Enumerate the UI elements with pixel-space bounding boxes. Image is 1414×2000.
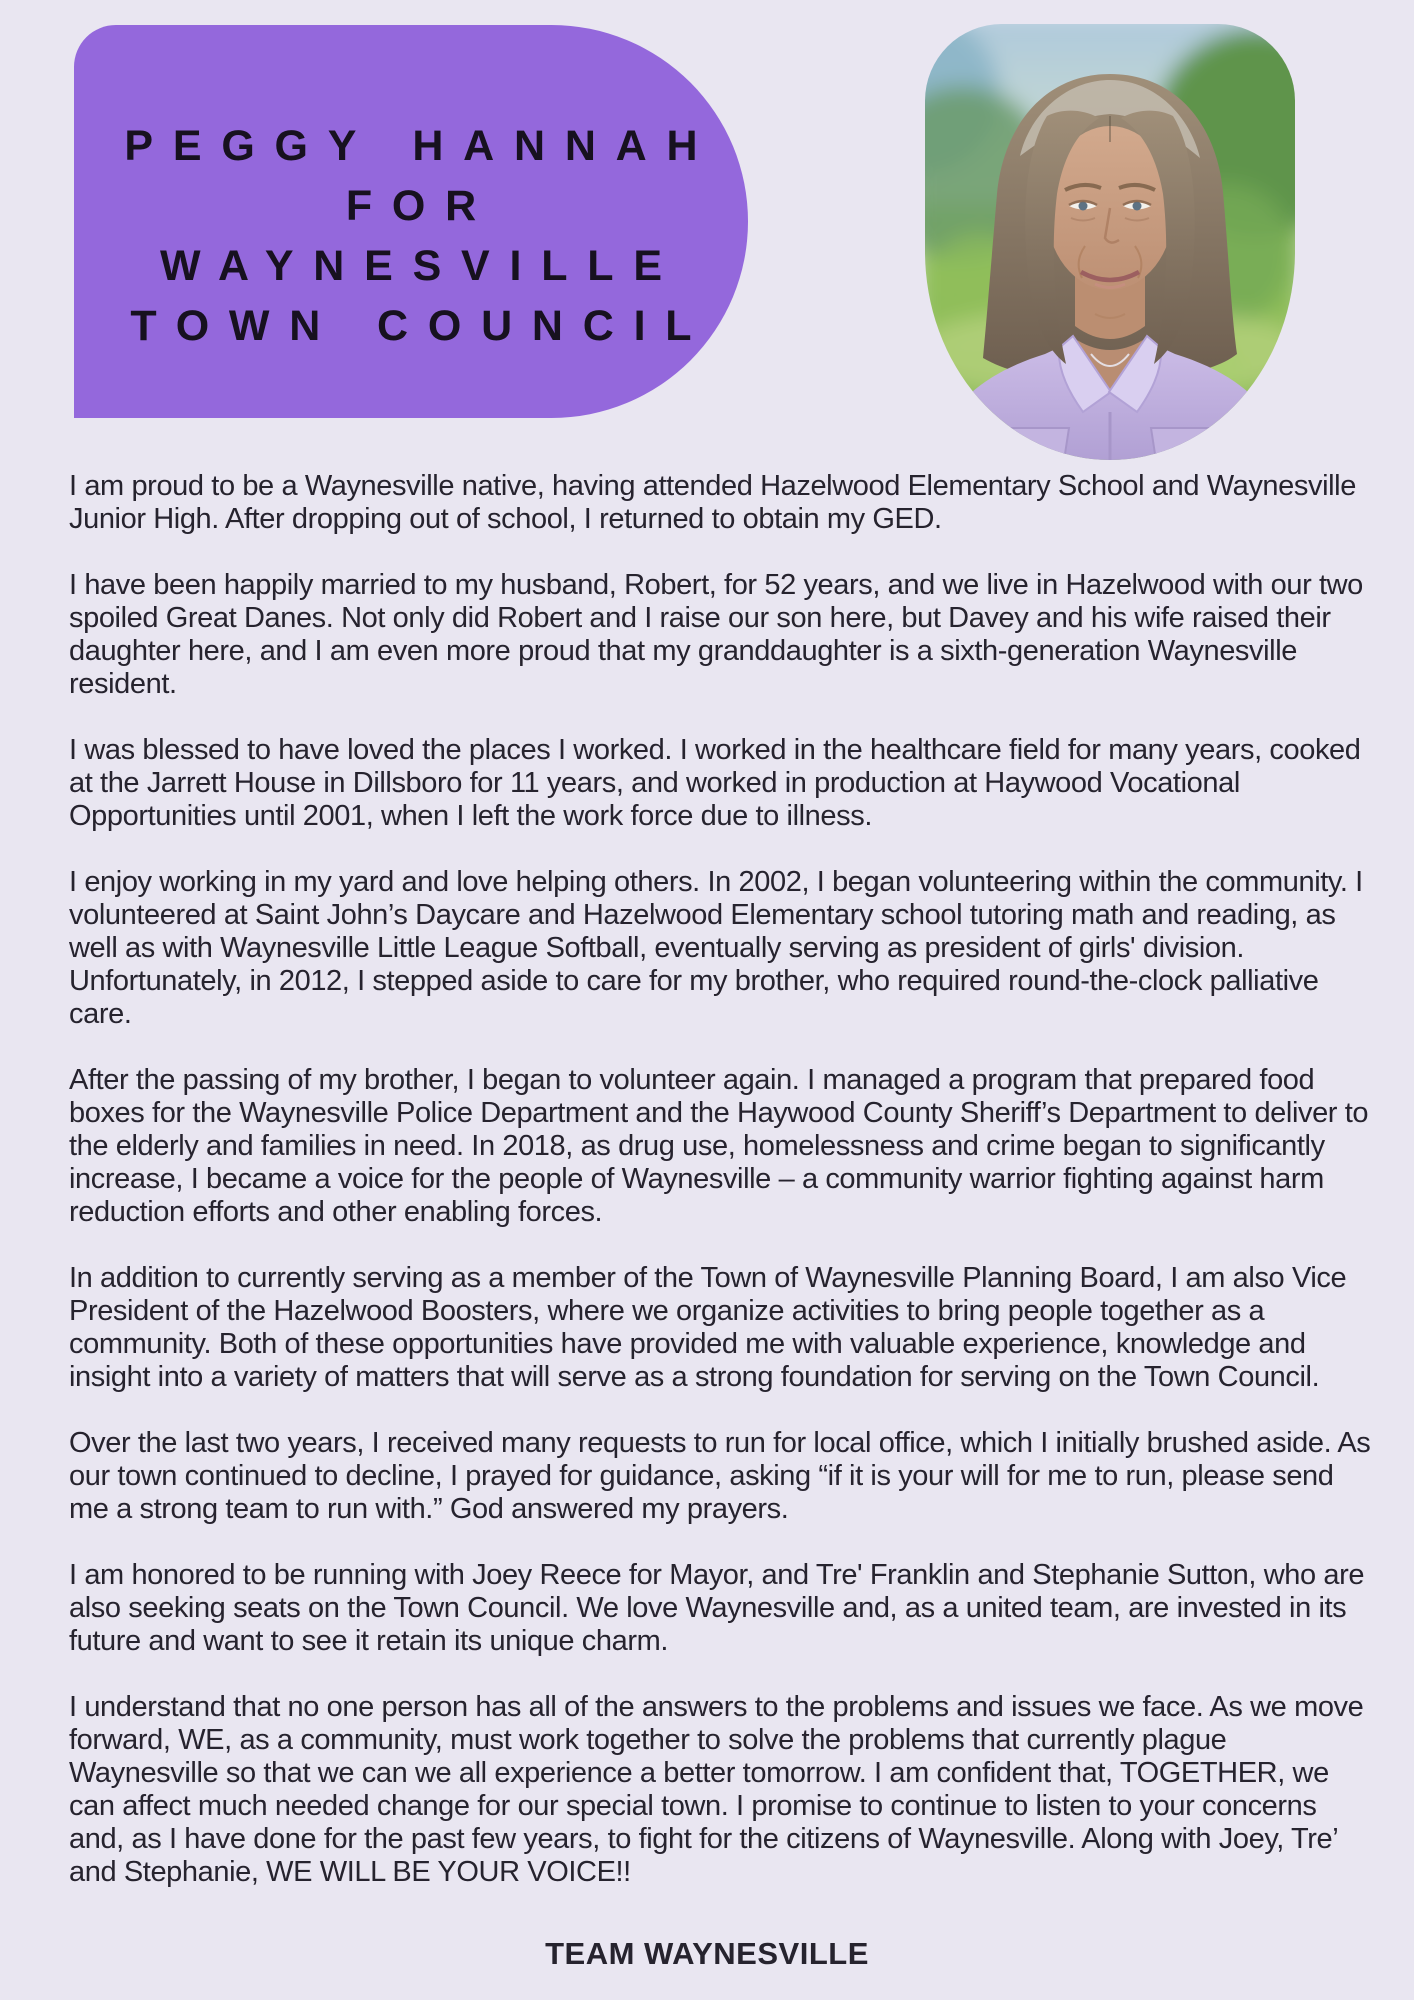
bio-text: [69, 470, 1372, 1922]
paragraph-volunteering: I enjoy working in my yard and love helping others. In 2002, I began volunteering within the community. I volunteered at Saint John’s Daycare and Hazelwood Elementary school tutoring math and reading, as well as with Waynesville Little League Softball, eventually serving as president of girls' division. Unfortunately, in 2012, I stepped aside to care for my brother, who required round-the-clock palliative care.: [69, 866, 1363, 1030]
paragraph-work: I was blessed to have loved the places I worked. I worked in the healthcare field for many years, cooked at the Jarrett House in Dillsboro for 11 years, and worked in production at Haywood Vocational Opportunities until 2001, when I left the work force due to illness.: [69, 734, 1361, 832]
title-line-town: WAYNESVILLE: [159, 241, 682, 290]
paragraph-family: I have been happily married to my husband, Robert, for 52 years, and we live in Hazelwood with our two spoiled Great Danes. Not only did Robert and I raise our son here, but Davey and his wife raised their daughter here, and I am even more proud that my granddaughter is a sixth-generation Waynesville resident.: [69, 569, 1363, 700]
paragraph-food-boxes: After the passing of my brother, I began to volunteer again. I managed a program that prepared food boxes for the Waynesville Police Department and the Haywood County Sheriff’s Department to deliver to the elderly and families in need. In 2018, as drug use, homelessness and crime began to significantly increase, I became a voice for the people of Waynesville – a community warrior fighting against harm reduction efforts and other enabling forces.: [69, 1064, 1369, 1228]
paragraph-requests-to-run: Over the last two years, I received many requests to run for local office, which I initially brushed aside. As our town continued to decline, I prayed for guidance, asking “if it is your will for me to run, please send me a strong team to run with.” God answered my prayers.: [69, 1427, 1371, 1525]
paragraph-running-mates: I am honored to be running with Joey Reece for Mayor, and Tre' Franklin and Stephanie Sutton, who are also seeking seats on the Town Council. We love Waynesville and, as a united team, are invested in its future and want to see it retain its unique charm.: [69, 1559, 1365, 1657]
paragraph-closing: I understand that no one person has all of the answers to the problems and issues we face. As we move forward, WE, as a community, must work together to solve the problems that currently plague Waynesville so that we can we all experience a better tomorrow. I am confident that, TOGETHER, we can affect much needed change for our special town. I promise to continue to listen to your concerns and, as I have done for the past few years, to fight for the citizens of Waynesville. Along with Joey, Tre’ and Stephanie, WE WILL BE YOUR VOICE!!: [69, 1691, 1364, 1888]
footer-team-label: TEAM WAYNESVILLE: [545, 1936, 869, 1971]
shirt-pocket-left: [1011, 428, 1069, 454]
hero-section: [0, 0, 1414, 470]
campaign-title: [105, 116, 718, 356]
paragraph-planning-board: In addition to currently serving as a member of the Town of Waynesville Planning Board, I am also Vice President of the Hazelwood Boosters, where we organize activities to bring people together as a community. Both of these opportunities have provided me with valuable experience, knowledge and insight into a variety of matters that will serve as a strong foundation for serving on the Town Council.: [69, 1262, 1347, 1393]
paragraph-native: I am proud to be a Waynesville native, having attended Hazelwood Elementary School and Waynesville Junior High. After dropping out of school, I returned to obtain my GED.: [69, 470, 1356, 535]
portrait-illustration: [925, 24, 1295, 460]
title-line-council: TOWN COUNCIL: [130, 301, 712, 350]
title-blob: [74, 25, 748, 418]
title-line-name: PEGGY HANNAH: [124, 121, 718, 170]
candidate-portrait-photo: [925, 24, 1295, 460]
title-line-for: FOR: [345, 181, 496, 230]
shirt-pocket-right: [1151, 428, 1209, 454]
